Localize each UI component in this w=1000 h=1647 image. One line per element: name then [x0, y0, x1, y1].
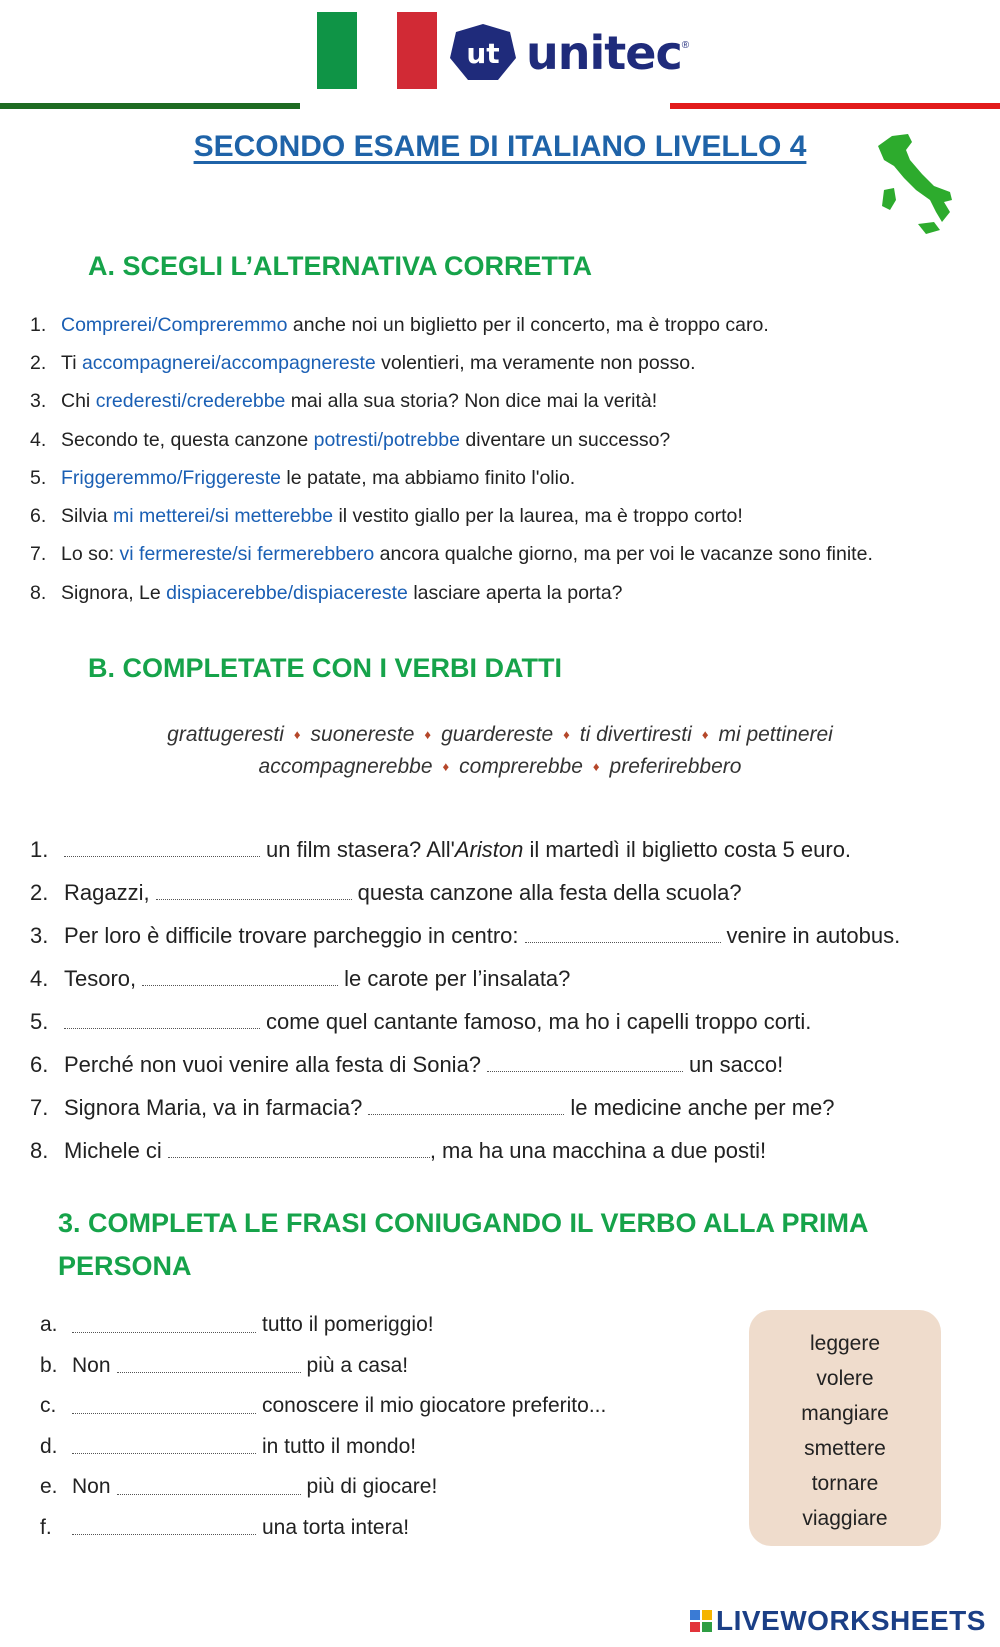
- item-text: le medicine anche per me?: [570, 1094, 835, 1120]
- option-2[interactable]: si metterebbe: [214, 505, 334, 528]
- blank-field[interactable]: [72, 1439, 256, 1454]
- word-option: guardereste: [441, 723, 554, 746]
- item-text: più a casa!: [306, 1353, 409, 1377]
- section-3-title-line-1: 3. COMPLETA LE FRASI CONIUGANDO IL VERBO ALLA PRIMA: [58, 1208, 869, 1238]
- list-item: [30, 828, 1000, 871]
- item-text: Silvia: [61, 505, 114, 528]
- option-2[interactable]: Compreremmo: [157, 313, 288, 336]
- list-item: [30, 383, 990, 421]
- section-b-title: B. COMPLETATE CON I VERBI DATTI: [88, 653, 562, 683]
- word-option: suonereste: [310, 723, 415, 746]
- option-2[interactable]: potrebbe: [382, 428, 460, 451]
- item-number: f.: [40, 1515, 52, 1539]
- section-a-list: [30, 306, 990, 612]
- registered-mark: ®: [681, 40, 690, 51]
- item-text: Ragazzi,: [64, 879, 150, 905]
- item-number: 4.: [30, 965, 49, 991]
- option-separator: /: [377, 428, 383, 451]
- flag-green-stripe: [317, 12, 357, 89]
- blank-field[interactable]: [117, 1358, 301, 1373]
- blank-field[interactable]: [487, 1057, 683, 1072]
- item-text: diventare un successo?: [459, 428, 671, 451]
- option-2[interactable]: dispiacereste: [293, 581, 408, 604]
- diamond-icon: ♦: [563, 727, 570, 742]
- item-text: Per loro è difficile trovare parcheggio in centro:: [64, 922, 519, 948]
- diamond-icon: ♦: [701, 727, 709, 742]
- item-number: b.: [40, 1353, 58, 1377]
- item-text: tutto il pomeriggio!: [262, 1313, 434, 1337]
- list-item: [40, 1386, 680, 1427]
- diamond-icon: ♦: [293, 727, 301, 742]
- list-item: [30, 421, 990, 459]
- item-number: 7.: [30, 1094, 49, 1120]
- list-item: [30, 914, 1000, 957]
- item-text: un film stasera? All': [266, 836, 455, 862]
- item-number: 6.: [30, 505, 47, 528]
- option-1[interactable]: mi metterei: [113, 505, 210, 528]
- item-text: conoscere il mio giocatore preferito...: [262, 1394, 607, 1418]
- item-text: come quel cantante famoso, ma ho i capelli troppo corti.: [266, 1008, 812, 1034]
- list-item: [40, 1467, 680, 1508]
- word-bank-row-1: [60, 719, 940, 751]
- list-item: [30, 344, 990, 382]
- option-1[interactable]: crederesti: [95, 390, 182, 413]
- item-text: un sacco!: [689, 1051, 784, 1077]
- section-3-title: [58, 1202, 869, 1288]
- option-separator: /: [232, 543, 238, 566]
- item-text: Non: [72, 1475, 111, 1499]
- blank-field[interactable]: [156, 885, 352, 900]
- blank-field[interactable]: [142, 971, 338, 986]
- list-item: [40, 1346, 680, 1387]
- item-number: 7.: [30, 543, 47, 566]
- list-item: [30, 497, 990, 535]
- verb-option: leggere: [809, 1332, 881, 1355]
- flag-red-stripe: [397, 12, 437, 89]
- item-number: 2.: [30, 351, 47, 374]
- section-a-title: A. SCEGLI L’ALTERNATIVA CORRETTA: [88, 251, 592, 281]
- item-text: mai alla sua storia? Non dice mai la verità!: [285, 390, 658, 413]
- item-text: le patate, ma abbiamo finito l'olio.: [281, 466, 576, 489]
- item-text: Ti: [61, 351, 82, 374]
- item-text: Secondo te, questa canzone: [61, 428, 314, 451]
- liveworksheets-brand: LIVEWORKSHEETS: [716, 1605, 986, 1636]
- word-option: ti divertiresti: [579, 723, 692, 746]
- list-item: [30, 871, 1000, 914]
- verb-option: viaggiare: [802, 1507, 888, 1530]
- option-1[interactable]: vi fermereste: [119, 543, 233, 566]
- verb-option: mangiare: [801, 1402, 889, 1425]
- item-text: Signora, Le: [61, 581, 167, 604]
- option-1[interactable]: dispiacerebbe: [166, 581, 288, 604]
- option-1[interactable]: Comprerei: [61, 313, 153, 336]
- item-text: venire in autobus.: [726, 922, 901, 948]
- item-text: ancora qualche giorno, ma per voi le vacanze sono finite.: [374, 543, 873, 566]
- item-text: più di giocare!: [306, 1475, 438, 1499]
- list-item: [40, 1508, 680, 1549]
- list-item: [30, 1000, 1000, 1043]
- section-3-list: [40, 1305, 680, 1548]
- verb-bank: [749, 1310, 941, 1546]
- item-text: il martedì il biglietto costa 5 euro.: [523, 836, 852, 862]
- brand-name: unitec: [526, 26, 682, 80]
- item-number: 8.: [30, 1137, 49, 1163]
- list-item: [30, 957, 1000, 1000]
- blank-field[interactable]: [117, 1480, 301, 1495]
- option-separator: /: [287, 581, 293, 604]
- option-2[interactable]: crederebbe: [186, 390, 286, 413]
- list-item: [40, 1427, 680, 1468]
- liveworksheets-logo[interactable]: [690, 1605, 986, 1637]
- item-number: e.: [40, 1475, 58, 1499]
- unitec-logo-icon: [448, 22, 518, 84]
- verb-option: volere: [816, 1367, 874, 1390]
- item-number: 1.: [30, 836, 49, 862]
- list-item: [30, 536, 990, 574]
- item-number: a.: [40, 1313, 58, 1337]
- option-2[interactable]: accompagnereste: [220, 351, 376, 374]
- item-text: , ma ha una macchina a due posti!: [429, 1137, 767, 1163]
- unitec-logo: [448, 18, 689, 88]
- item-number: c.: [40, 1394, 57, 1418]
- item-number: 3.: [30, 390, 47, 413]
- list-item: [30, 1129, 1000, 1172]
- word-option: preferirebbero: [609, 755, 742, 778]
- blank-field[interactable]: [368, 1100, 564, 1115]
- verb-option: smettere: [804, 1437, 886, 1460]
- item-text: Non: [72, 1353, 111, 1377]
- list-item: [40, 1305, 680, 1346]
- blank-field[interactable]: [168, 1143, 430, 1158]
- item-text: Signora Maria, va in farmacia?: [64, 1094, 363, 1120]
- liveworksheets-icon: [690, 1610, 712, 1632]
- option-separator: /: [152, 313, 158, 336]
- list-item: [30, 574, 990, 612]
- option-1[interactable]: Friggeremmo: [61, 466, 177, 489]
- word-option: mi pettinerei: [718, 723, 833, 746]
- item-text: anche noi un biglietto per il concerto, ma è troppo caro.: [287, 313, 769, 336]
- list-item: [30, 1086, 1000, 1129]
- option-1[interactable]: potresti: [313, 428, 378, 451]
- item-number: d.: [40, 1434, 58, 1458]
- section-3-title-line-2: PERSONA: [58, 1251, 192, 1281]
- item-number: 5.: [30, 466, 47, 489]
- header-line-red: [670, 103, 1000, 109]
- option-separator: /: [215, 351, 221, 374]
- list-item: [30, 306, 990, 344]
- option-2[interactable]: Friggereste: [182, 466, 281, 489]
- item-number: 8.: [30, 581, 47, 604]
- option-2[interactable]: si fermerebbero: [237, 543, 375, 566]
- item-number: 5.: [30, 1008, 49, 1034]
- blank-field[interactable]: [72, 1318, 256, 1333]
- option-separator: /: [209, 505, 215, 528]
- verb-option: tornare: [811, 1472, 879, 1495]
- diamond-icon: ♦: [442, 759, 450, 774]
- option-separator: /: [176, 466, 183, 489]
- header-line-green: [0, 103, 300, 109]
- diamond-icon: ♦: [424, 727, 432, 742]
- item-text: Tesoro,: [64, 965, 137, 991]
- item-number: 4.: [30, 428, 47, 451]
- item-text-italic: Ariston: [454, 836, 524, 862]
- page-title: SECONDO ESAME DI ITALIANO LIVELLO 4: [193, 130, 807, 163]
- item-text: il vestito giallo per la laurea, ma è troppo corto!: [333, 505, 743, 528]
- item-number: 6.: [30, 1051, 49, 1077]
- section-b-list: [30, 828, 1000, 1172]
- blank-field[interactable]: [72, 1399, 256, 1414]
- item-number: 2.: [30, 879, 49, 905]
- item-text: le carote per l’insalata?: [344, 965, 571, 991]
- italy-map-icon: [870, 130, 966, 236]
- item-number: 3.: [30, 922, 49, 948]
- item-text: una torta intera!: [262, 1515, 410, 1539]
- blank-field[interactable]: [525, 928, 721, 943]
- item-text: questa canzone alla festa della scuola?: [357, 879, 742, 905]
- option-1[interactable]: accompagnerei: [81, 351, 216, 374]
- blank-field[interactable]: [64, 1014, 260, 1029]
- item-number: 1.: [30, 313, 47, 336]
- logo-monogram: ut: [466, 37, 500, 70]
- word-option: grattugeresti: [167, 723, 284, 746]
- word-option: accompagnerebbe: [258, 755, 433, 778]
- word-bank-row-2: [60, 751, 940, 783]
- item-text: Perché non vuoi venire alla festa di Sonia?: [64, 1051, 482, 1077]
- item-text: lasciare aperta la porta?: [407, 581, 623, 604]
- word-option: comprerebbe: [459, 755, 583, 778]
- item-text: Lo so:: [61, 543, 120, 566]
- blank-field[interactable]: [72, 1520, 256, 1535]
- list-item: [30, 1043, 1000, 1086]
- option-separator: /: [181, 390, 187, 413]
- item-text: in tutto il mondo!: [262, 1434, 417, 1458]
- list-item: [30, 459, 990, 497]
- blank-field[interactable]: [64, 842, 260, 857]
- diamond-icon: ♦: [592, 759, 600, 774]
- item-text: Chi: [61, 390, 96, 413]
- item-text: volentieri, ma veramente non posso.: [375, 351, 696, 374]
- word-bank: [60, 719, 940, 783]
- item-text: Michele ci: [64, 1137, 162, 1163]
